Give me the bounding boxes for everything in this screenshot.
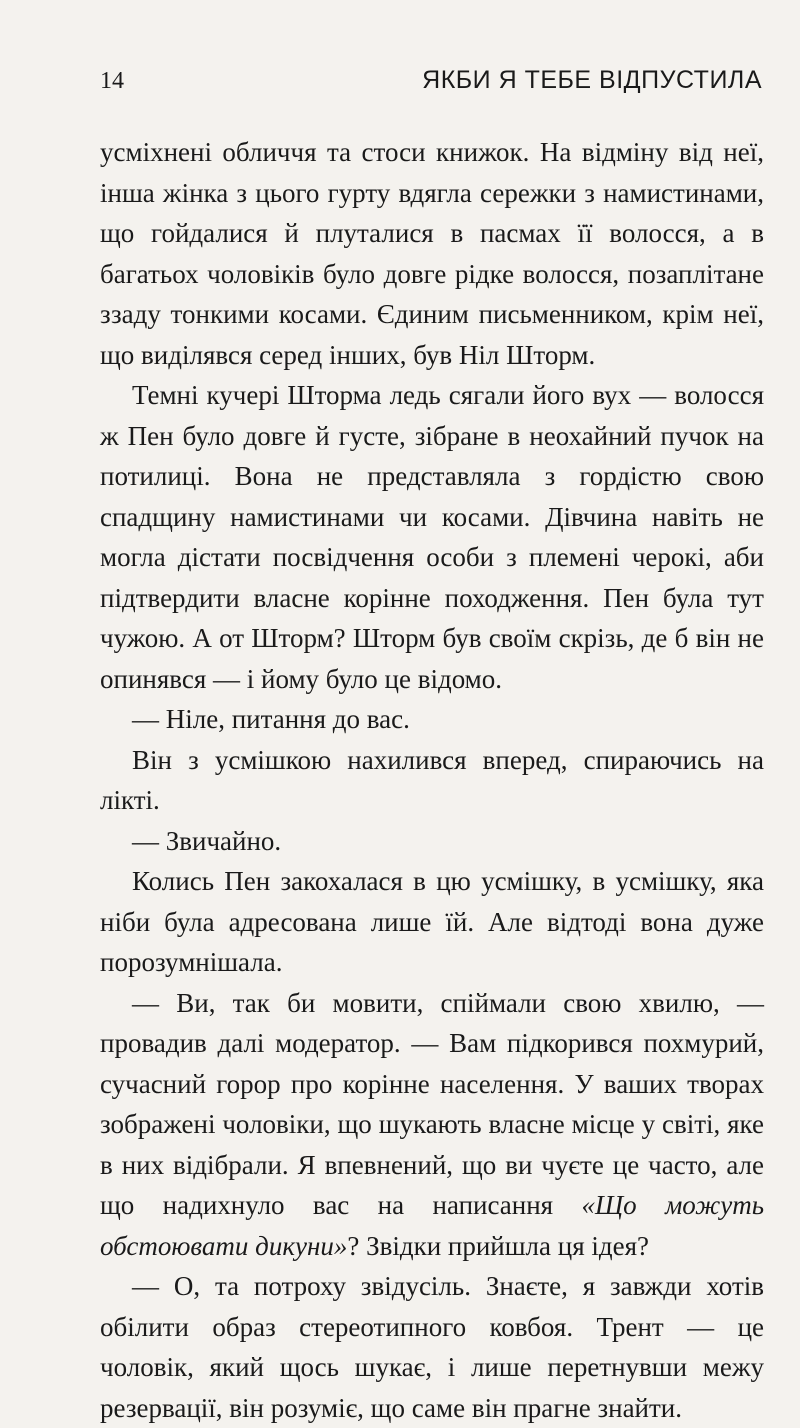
page-number: 14: [100, 68, 124, 94]
paragraph: усміхнені обличчя та стоси книжок. На відміну від неї, інша жінка з цього гурту вдягла сережки з намистинами, що гойдалися й плуталися в пасмах її волосся, а в багатьох чоловіків було довге рідке волосся, позаплітане ззаду тонкими косами. Єдиним письменником, крім неї, що виділявся серед інших, був Ніл Шторм.: [100, 137, 764, 370]
dialog-paragraph: [100, 983, 764, 1267]
dialog-line: — Ніле, питання до вас.: [132, 704, 410, 734]
moderator-question: — Ви, так би мовити, спіймали свою хвилю, — провадив далі модератор. — Вам підкорився похмурий, сучасний горор про корінне населення. У ваших творах зображені чоловіки, що шукають власне місце у світі, яке в них відібрали. Я впевнений, що ви чуєте це часто, але що надихнуло вас на написання: [100, 987, 764, 1220]
paragraph: Він з усмішкою нахилився вперед, спираючись на лікті.: [100, 744, 764, 815]
page-header: [100, 66, 762, 95]
body-text: [100, 132, 764, 1428]
dialog-line: — Звичайно.: [132, 825, 282, 856]
book-title: «Що можуть обстоювати дикуни»: [100, 1190, 765, 1261]
question-tail: ? Звідки прийшла ця ідея?: [347, 1230, 649, 1261]
paragraph: Колись Пен закохалася в цю усмішку, в усмішку, яка ніби була адресована лише їй. Але відтоді вона дуже порозумнішала.: [100, 866, 764, 977]
running-title: ЯКБИ Я ТЕБЕ ВІДПУСТИЛА: [422, 66, 762, 94]
paragraph: Темні кучері Шторма ледь сягали його вух — волосся ж Пен було довге й густе, зібране в неохайний пучок на потилиці. Вона не представляла з гордістю свою спадщину намистинами чи косами. Дівчина навіть не могла дістати посвідчення особи з племені черокі, аби підтвердити власне корінне походження. Пен була тут чужою. А от Шторм? Шторм був своїм скрізь, де б він не опинявся — і йому було це відомо.: [100, 380, 764, 694]
dialog-paragraph: — О, та потроху звідусіль. Знаєте, я завжди хотів обілити образ стереотипного ковбоя. Трент — це чоловік, який щось шукає, і лише перетнувши межу резервації, він розуміє, що саме він прагне знайти.: [100, 1271, 764, 1423]
